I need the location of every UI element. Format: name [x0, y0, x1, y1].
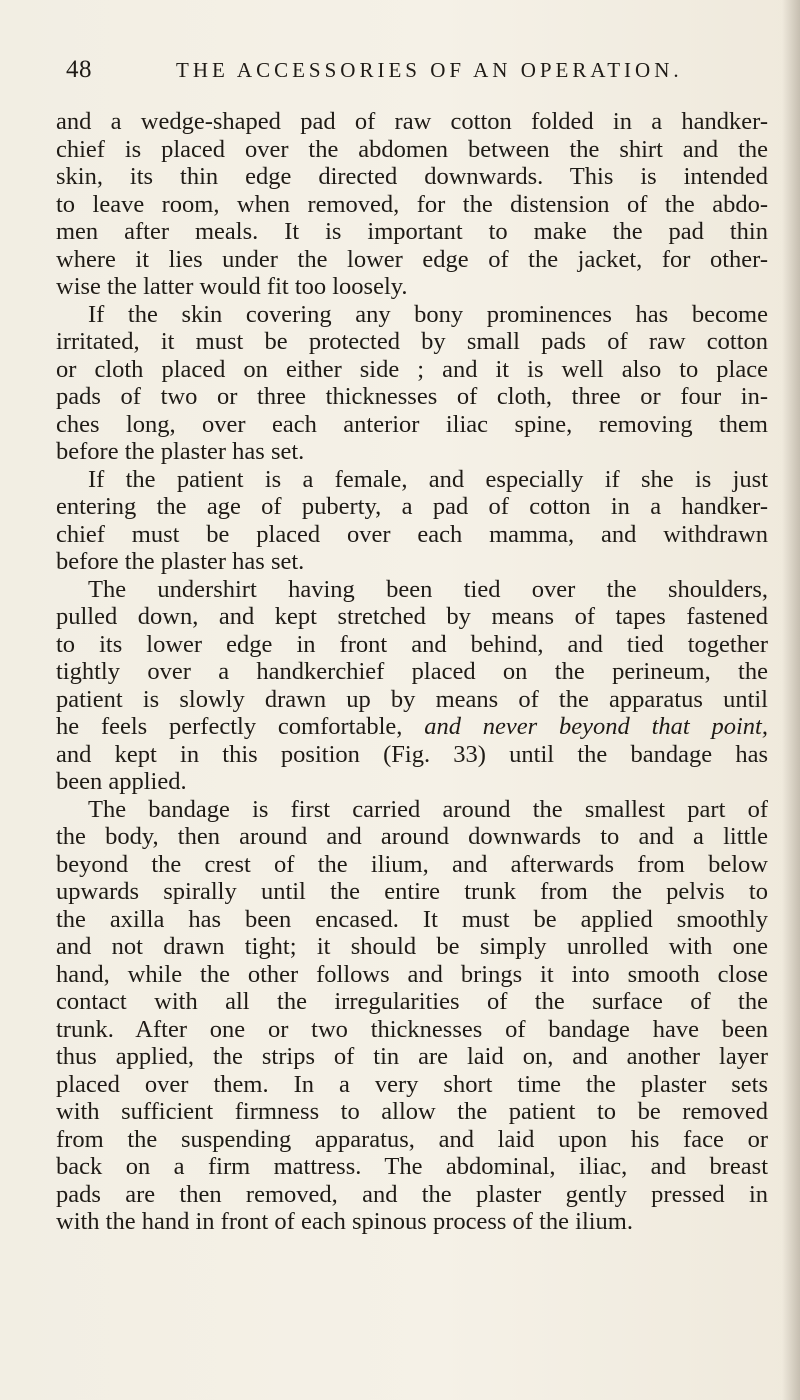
text-line: chief must be placed over each mamma, and withdrawn [56, 520, 768, 548]
text-line: contact with all the irregularities of the surface of the [56, 988, 768, 1015]
text-line: with the hand in front of each spinous process of the ilium. [56, 1208, 633, 1235]
text-line: trunk. After one or two thicknesses of bandage have been [56, 1015, 768, 1043]
text-line: and a wedge-shaped pad of raw cotton folded in a handker- [56, 108, 768, 135]
text-line: before the plaster has set. [56, 548, 305, 575]
text-line: from the suspending apparatus, and laid upon his face or [56, 1125, 768, 1153]
text-line: wise the latter would fit too loosely. [56, 273, 408, 300]
italic-emphasis: and never beyond that point, [424, 713, 768, 740]
body-text [56, 108, 768, 1236]
text-line: irritated, it must be protected by small pads of raw cotton [56, 328, 768, 355]
text-line: chief is placed over the abdomen between the shirt and the [56, 135, 768, 163]
text-line: and kept in this position (Fig. 33) until the bandage has [56, 740, 768, 768]
text-line: with sufficient firmness to allow the patient to be removed [56, 1098, 768, 1125]
text-line: the body, then around and around downwards to and a little [56, 823, 768, 850]
page-header [66, 56, 756, 90]
text-line: skin, its thin edge directed downwards. This is intended [56, 163, 768, 190]
text-line: The undershirt having been tied over the shoulders, [88, 575, 768, 603]
text-line: placed over them. In a very short time the plaster sets [56, 1070, 768, 1098]
text-line: before the plaster has set. [56, 438, 305, 465]
page-number: 48 [66, 56, 92, 83]
text-line: been applied. [56, 768, 187, 795]
text-line: patient is slowly drawn up by means of the apparatus until [56, 685, 768, 713]
text-line: or cloth placed on either side ; and it is well also to place [56, 355, 768, 383]
text-line: back on a firm mattress. The abdominal, iliac, and breast [56, 1153, 768, 1180]
text-line: The bandage is first carried around the smallest part of [88, 795, 768, 823]
text-line: ches long, over each anterior iliac spine, removing them [56, 410, 768, 438]
text-line: thus applied, the strips of tin are laid on, and another layer [56, 1043, 768, 1070]
page-edge-shadow [782, 0, 800, 1400]
text-line: pads are then removed, and the plaster gently pressed in [56, 1180, 768, 1208]
text-line: men after meals. It is important to make the pad thin [56, 218, 768, 245]
text-line: the axilla has been encased. It must be applied smoothly [56, 905, 768, 933]
text-line: If the patient is a female, and especially if she is just [88, 465, 768, 493]
text-line: hand, while the other follows and brings it into smooth close [56, 960, 768, 988]
text-line: If the skin covering any bony prominences has become [88, 300, 768, 328]
text-line: entering the age of puberty, a pad of cotton in a handker- [56, 493, 768, 520]
text-line: and not drawn tight; it should be simply unrolled with one [56, 933, 768, 960]
running-head: THE ACCESSORIES OF AN OPERATION. [176, 58, 683, 82]
text-line: pulled down, and kept stretched by means of tapes fastened [56, 603, 768, 630]
text-line: to its lower edge in front and behind, and tied together [56, 630, 768, 658]
text-line: pads of two or three thicknesses of cloth, three or four in- [56, 383, 768, 410]
text-line: where it lies under the lower edge of the jacket, for other- [56, 245, 768, 273]
text-line: upwards spirally until the entire trunk from the pelvis to [56, 878, 768, 905]
text-line: tightly over a handkerchief placed on the perineum, the [56, 658, 768, 685]
text-line: to leave room, when removed, for the distension of the abdo- [56, 190, 768, 218]
text-line: beyond the crest of the ilium, and afterwards from below [56, 850, 768, 878]
text-line [56, 713, 768, 741]
text-line-roman: he feels perfectly comfortable, [56, 713, 403, 740]
